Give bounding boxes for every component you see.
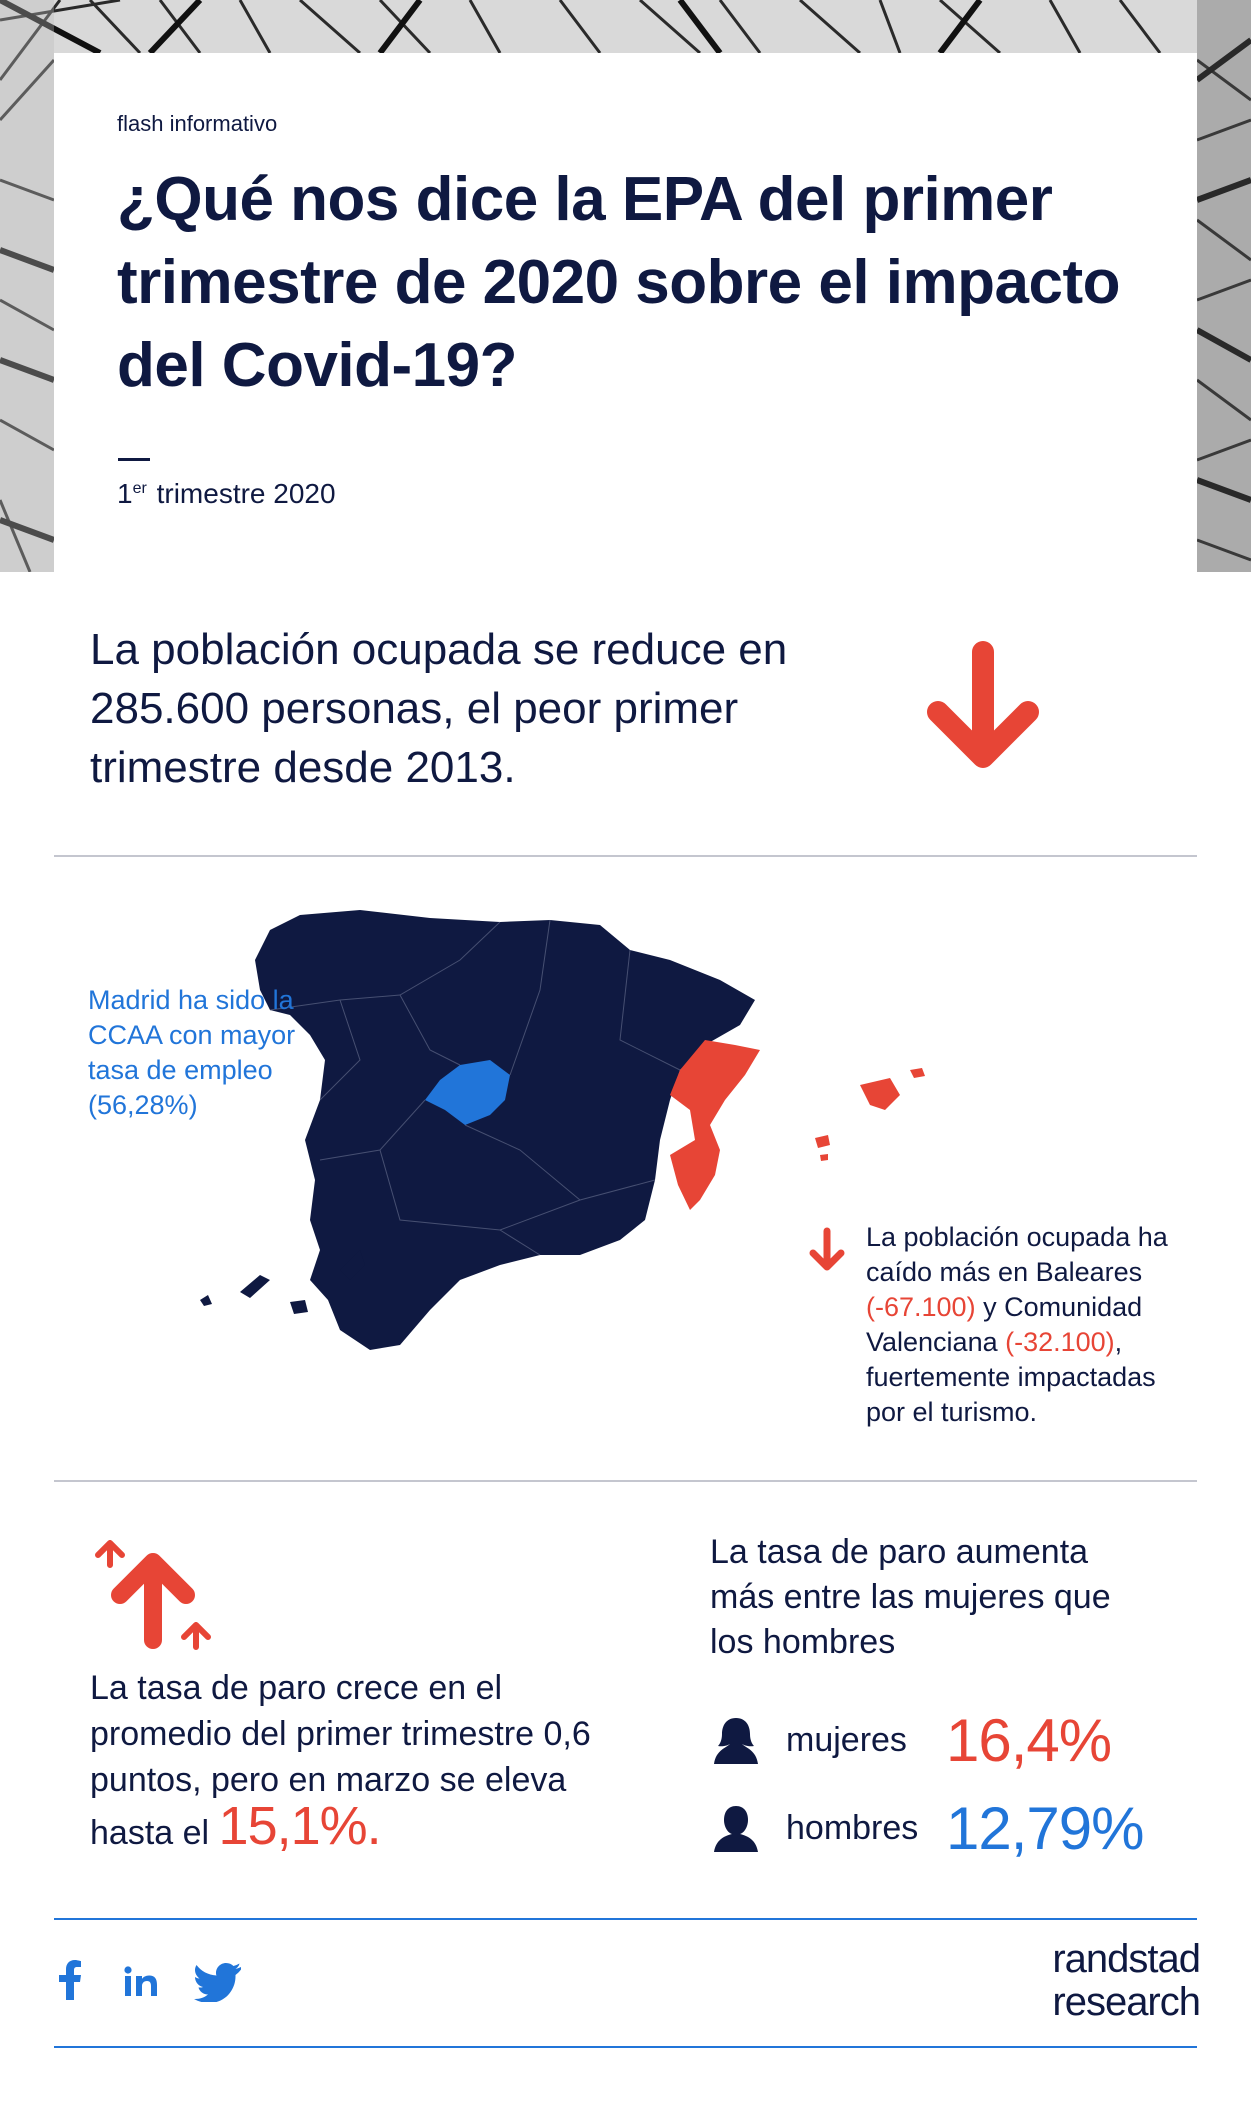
march-rate: 15,1%.	[218, 1796, 381, 1856]
period-label	[117, 478, 336, 510]
women-label: mujeres	[786, 1720, 907, 1759]
section-divider	[54, 855, 1197, 857]
baleares-value: (-67.100)	[866, 1292, 976, 1322]
men-value: 12,79%	[946, 1794, 1144, 1862]
drop-note-part-b: y Comunidad Valenciana	[866, 1292, 1143, 1357]
regional-drop-note	[866, 1220, 1196, 1430]
drop-note-part-a: La población ocupada ha caído más en Baleares	[866, 1222, 1168, 1287]
brand-line-1: randstad	[1052, 1937, 1200, 1981]
arrows-up-icon	[88, 1535, 218, 1655]
title-card	[54, 53, 1197, 572]
period-text: trimestre 2020	[156, 478, 336, 509]
women-value: 16,4%	[946, 1706, 1112, 1774]
section-divider	[54, 1480, 1197, 1482]
unemployment-sentence: La tasa de paro crece en el promedio del primer trimestre 0,6 puntos, pero en marzo se eleva hasta el	[90, 1669, 591, 1852]
page-title: ¿Qué nos dice la EPA del primer trimestre de 2020 sobre el impacto del Covid-19?	[117, 165, 1121, 400]
employment-headline: La población ocupada se reduce en 285.600 personas, el peor primer trimestre desde 2013.	[90, 625, 788, 792]
randstad-research-logo	[1030, 1938, 1200, 2024]
woman-icon	[710, 1714, 762, 1766]
linkedin-icon[interactable]	[124, 1966, 158, 1996]
men-label: hombres	[786, 1808, 919, 1847]
unemployment-text	[90, 1665, 650, 1856]
drop-note-part-c: , fuertemente impactadas por el turismo.	[866, 1327, 1156, 1427]
madrid-note: Madrid ha sido la CCAA con mayor tasa de empleo (56,28%)	[88, 985, 296, 1120]
spain-map	[200, 900, 960, 1360]
valencia-value: (-32.100)	[1005, 1327, 1115, 1357]
period-ordinal: er	[132, 480, 147, 497]
baleares-islands	[815, 1068, 925, 1161]
kicker-label: flash informativo	[117, 111, 278, 136]
title-divider	[118, 458, 150, 461]
brand-line-2: research	[1052, 1980, 1200, 2024]
arrow-down-icon	[918, 640, 1048, 775]
arrow-down-small-icon	[805, 1226, 849, 1276]
facebook-icon[interactable]	[58, 1960, 82, 2000]
footer-bottom-rule	[54, 2046, 1197, 2048]
footer-top-rule	[54, 1918, 1197, 1920]
man-icon	[710, 1802, 762, 1854]
period-number: 1	[117, 478, 133, 509]
twitter-icon[interactable]	[194, 1962, 242, 2002]
men-row	[710, 1793, 1144, 1863]
gender-title: La tasa de paro aumenta más entre las mujeres que los hombres	[710, 1533, 1111, 1661]
women-row	[710, 1705, 1111, 1775]
hero-section	[0, 0, 1251, 572]
spain-mainland	[255, 910, 755, 1350]
